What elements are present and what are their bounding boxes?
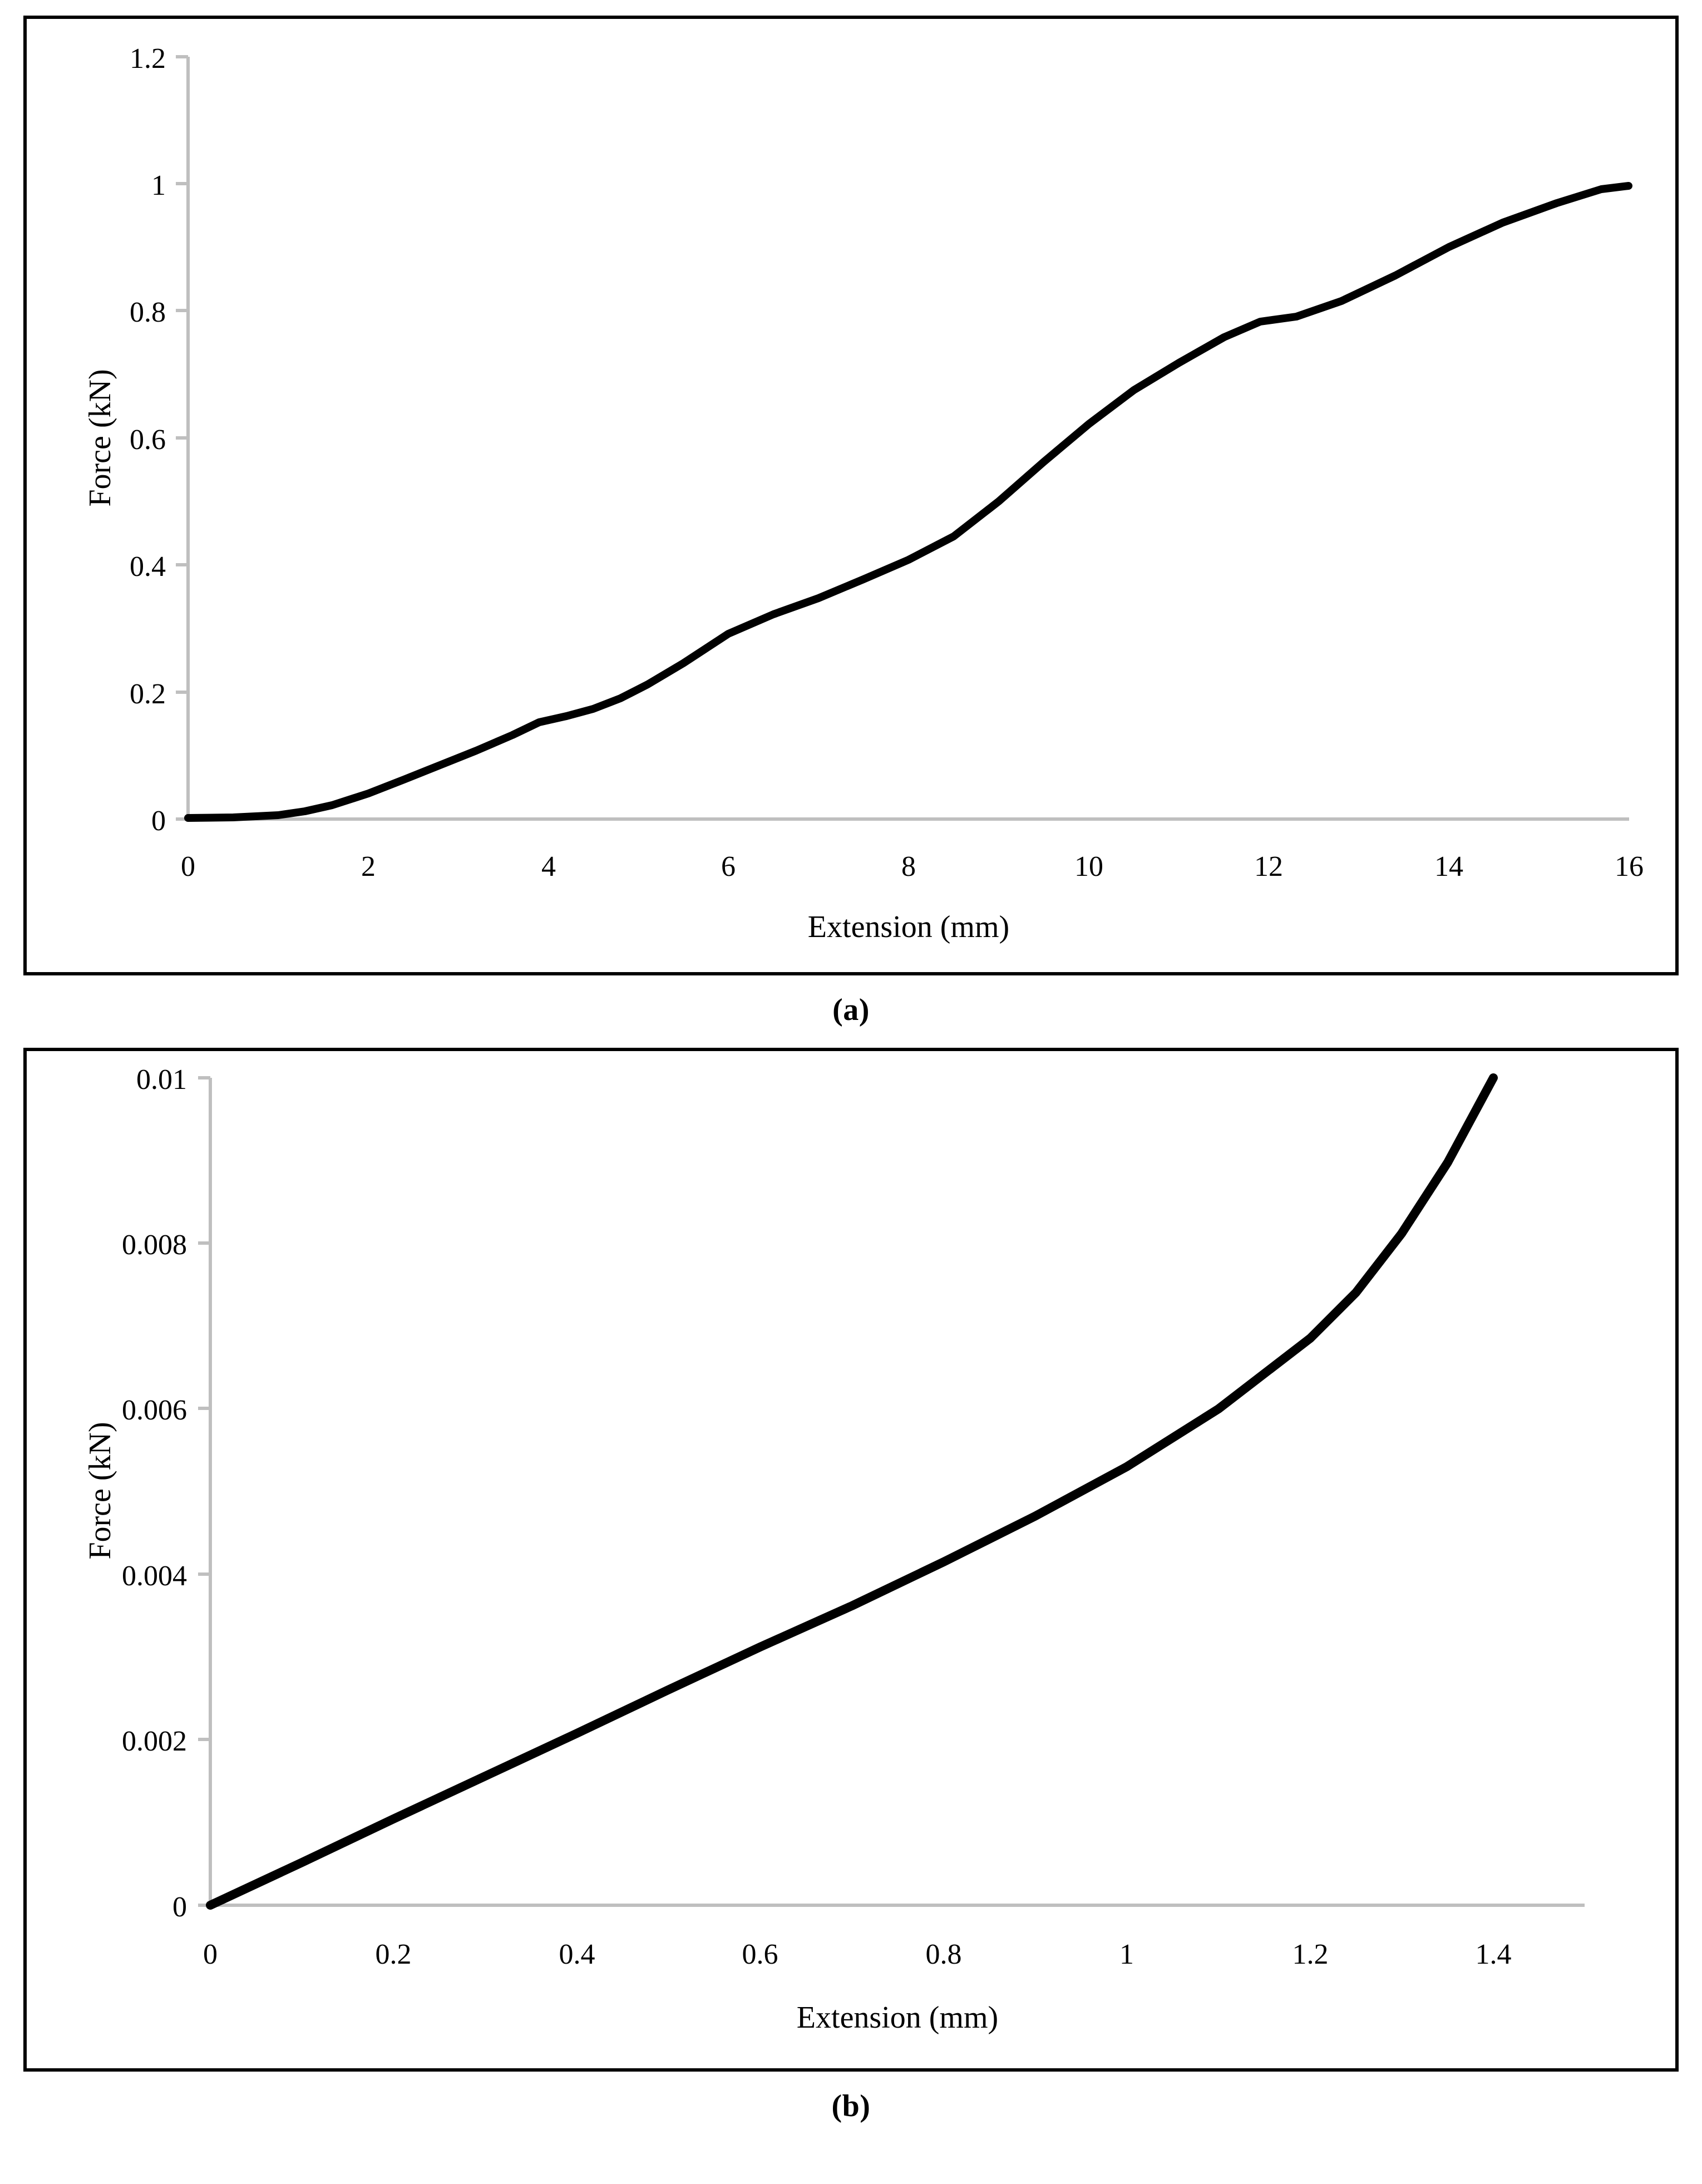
chart-b-xtick-label-0.6: 0.6: [742, 1939, 778, 1970]
chart-a-ytick-label-0.8: 0.8: [130, 297, 166, 328]
figure-panel-a-block: [22, 16, 1680, 1048]
chart-b-ytick-label-0.01: 0.01: [136, 1064, 187, 1096]
chart-a-ytick-label-1: 1: [151, 170, 166, 201]
chart-b-ytick-label-0: 0: [172, 1891, 187, 1923]
chart-b-svg: [27, 1051, 1675, 2068]
chart-panel-b: [23, 1048, 1679, 2072]
chart-a-ytick-label-0: 0: [151, 805, 166, 837]
chart-a-xtick-label-8: 8: [901, 851, 916, 883]
chart-a-xtick-label-14: 14: [1434, 851, 1463, 883]
figure-panel-b-block: [22, 1048, 1680, 2144]
chart-a-ytick-label-0.6: 0.6: [130, 424, 166, 456]
chart-panel-a: [23, 16, 1679, 975]
chart-a-x-axis-title: Extension (mm): [807, 910, 1010, 944]
chart-b-background: [27, 1051, 1675, 2068]
chart-b-xtick-label-1.2: 1.2: [1292, 1939, 1329, 1970]
chart-b-y-axis-title: Force (kN): [83, 1422, 117, 1560]
chart-a-xtick-label-12: 12: [1254, 851, 1283, 883]
chart-a-background: [27, 19, 1675, 972]
chart-b-xtick-label-0: 0: [203, 1939, 218, 1970]
chart-a-xtick-label-4: 4: [541, 851, 556, 883]
chart-a-y-axis-title: Force (kN): [83, 369, 117, 507]
panel-b-caption: (b): [831, 2089, 871, 2123]
chart-a-ytick-label-1.2: 1.2: [130, 43, 166, 75]
chart-a-xtick-label-2: 2: [361, 851, 376, 883]
chart-b-xtick-label-1: 1: [1119, 1939, 1134, 1970]
chart-a-ytick-label-0.4: 0.4: [130, 551, 166, 583]
chart-a-ytick-label-0.2: 0.2: [130, 678, 166, 710]
chart-b-ytick-label-0.004: 0.004: [122, 1560, 187, 1592]
panel-a-caption: (a): [832, 993, 870, 1027]
chart-b-xtick-label-1.4: 1.4: [1475, 1939, 1512, 1970]
chart-b-xtick-label-0.4: 0.4: [559, 1939, 595, 1970]
chart-a-xtick-label-16: 16: [1615, 851, 1644, 883]
chart-a-xtick-label-10: 10: [1074, 851, 1103, 883]
chart-b-ytick-label-0.002: 0.002: [122, 1725, 187, 1757]
chart-b-ytick-label-0.008: 0.008: [122, 1229, 187, 1261]
chart-a-xtick-label-0: 0: [181, 851, 195, 883]
chart-a-svg: [27, 19, 1675, 972]
chart-b-x-axis-title: Extension (mm): [796, 2000, 999, 2035]
chart-a-xtick-label-6: 6: [721, 851, 736, 883]
chart-b-xtick-label-0.8: 0.8: [925, 1939, 962, 1970]
chart-b-xtick-label-0.2: 0.2: [375, 1939, 412, 1970]
chart-b-ytick-label-0.006: 0.006: [122, 1394, 187, 1426]
